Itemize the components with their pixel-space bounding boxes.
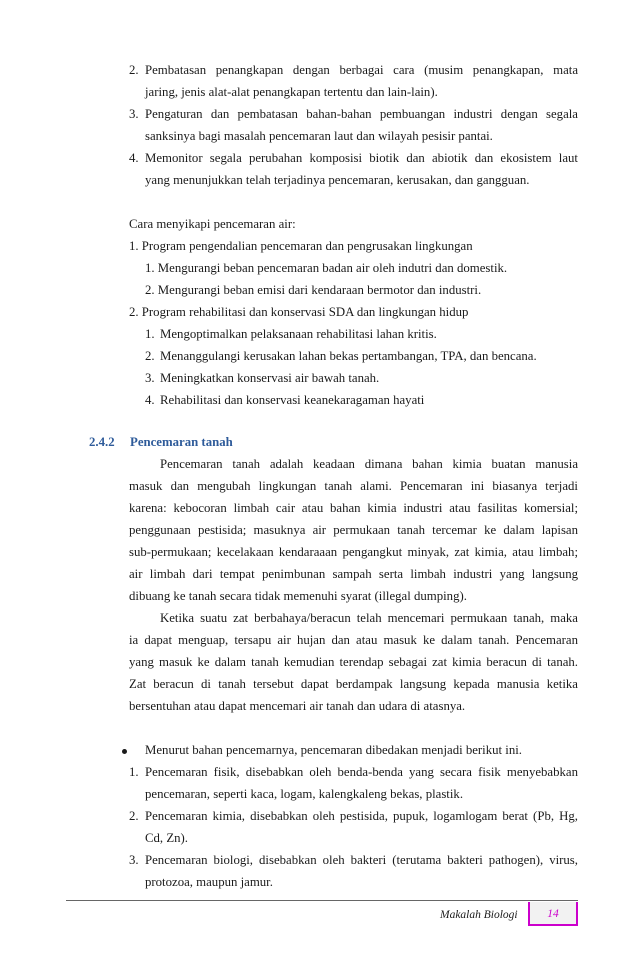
- list-top-num: 3.: [129, 107, 139, 121]
- paragraph-line: dibuang ke tanah secara tidak memenuhi syarat (illegal dumping).: [129, 589, 467, 603]
- paragraph-line: karena: kebocoran limbah cair atau bahan kimia industri atau fasilitas komersial;: [129, 501, 578, 515]
- air-program-2-item: Rehabilitasi dan konservasi keanekaragaman hayati: [160, 393, 425, 407]
- bullet-text: Menurut bahan pencemarnya, pencemaran dibedakan menjadi berikut ini.: [145, 743, 523, 757]
- air-program-2-num: 3.: [145, 371, 155, 385]
- paragraph-line: air limbah dari tempat penimbunan sampah serta limbah industri yang langsung: [129, 567, 578, 581]
- list-top-text: yang menunjukkan telah terjadinya pencemaran, kerusakan, dan gangguan.: [145, 173, 530, 187]
- paragraph-line: Zat beracun di tanah tersebut dapat berdampak langsung kepada manusia ketika: [129, 677, 578, 691]
- paragraph-line: ia dapat menguap, tersapu air hujan dan atau masuk ke dalam tanah. Pencemaran: [129, 633, 578, 647]
- paragraph-line: sub-permukaan; kecelakaan kendaraaan pengangkut minyak, zat kimia, atau limbah;: [129, 545, 578, 559]
- list-top-text: sanksinya bagi masalah pencemaran laut dan wilayah pesisir pantai.: [145, 129, 493, 143]
- air-intro: Cara menyikapi pencemaran air:: [129, 217, 296, 231]
- air-program-2-item: Mengoptimalkan pelaksanaan rehabilitasi lahan kritis.: [160, 327, 437, 341]
- list-bottom-num: 2.: [129, 809, 139, 823]
- air-program-1-item: 2. Mengurangi beban emisi dari kendaraan bermotor dan industri.: [145, 283, 482, 297]
- list-top-text: Pembatasan penangkapan dengan berbagai cara (musim penangkapan, mata: [145, 63, 578, 77]
- list-bottom-text: Cd, Zn).: [145, 831, 189, 845]
- list-bottom-num: 3.: [129, 853, 139, 867]
- paragraph-line: bersentuhan atau dapat mencemari air tanah dan udara di atasnya.: [129, 699, 466, 713]
- air-program-1: 1. Program pengendalian pencemaran dan pengrusakan lingkungan: [129, 239, 473, 253]
- air-program-2-num: 1.: [145, 327, 155, 341]
- list-top-text: Pengaturan dan pembatasan bahan-bahan pembuangan industri dengan segala: [145, 107, 578, 121]
- air-program-2-num: 2.: [145, 349, 155, 363]
- page-number: 14: [547, 908, 559, 920]
- air-program-2-item: Meningkatkan konservasi air bawah tanah.: [160, 371, 380, 385]
- air-program-2-num: 4.: [145, 393, 155, 407]
- list-top-num: 2.: [129, 63, 139, 77]
- list-bottom-text: Pencemaran biologi, disebabkan oleh bakteri (terutama bakteri pathogen), virus,: [145, 853, 578, 867]
- footer-label: Makalah Biologi: [440, 909, 518, 921]
- air-program-1-item: 1. Mengurangi beban pencemaran badan air oleh indutri dan domestik.: [145, 261, 508, 275]
- air-program-2-item: Menanggulangi kerusakan lahan bekas pertambangan, TPA, dan bencana.: [160, 349, 537, 363]
- list-bottom-num: 1.: [129, 765, 139, 779]
- page-number-box: [528, 902, 578, 926]
- paragraph-line: yang masuk ke dalam tanah kemudian terendap sebagai zat kimia beracun di tanah.: [129, 655, 578, 669]
- paragraph-line: penggunaan pestisida; masuknya air permukaan tanah tercemar ke dalam lapisan: [129, 523, 578, 537]
- footer-divider: [66, 900, 578, 901]
- list-bottom-text: pencemaran, seperti kaca, logam, kalengkaleng bekas, plastik.: [145, 787, 464, 801]
- section-title: Pencemaran tanah: [130, 435, 233, 449]
- list-top-text: jaring, jenis alat-alat penangkapan tertentu dan lain-lain).: [145, 85, 438, 99]
- list-top-num: 4.: [129, 151, 139, 165]
- air-program-2: 2. Program rehabilitasi dan konservasi SDA dan lingkungan hidup: [129, 305, 469, 319]
- list-bottom-text: Pencemaran kimia, disebabkan oleh pestisida, pupuk, logamlogam berat (Pb, Hg,: [145, 809, 578, 823]
- list-bottom-text: protozoa, maupun jamur.: [145, 875, 273, 889]
- bullet-icon: [122, 749, 127, 754]
- paragraph-line: masuk dan mengubah lingkungan tanah alami. Pencemaran ini biasanya terjadi: [129, 479, 578, 493]
- paragraph-line: Pencemaran tanah adalah keadaan dimana bahan kimia buatan manusia: [160, 457, 578, 471]
- list-bottom-text: Pencemaran fisik, disebabkan oleh benda-benda yang secara fisik menyebabkan: [145, 765, 578, 779]
- section-number: 2.4.2: [89, 435, 115, 449]
- list-top-text: Memonitor segala perubahan komposisi biotik dan abiotik dan ekosistem laut: [145, 151, 578, 165]
- paragraph-line: Ketika suatu zat berbahaya/beracun telah mencemari permukaan tanah, maka: [160, 611, 578, 625]
